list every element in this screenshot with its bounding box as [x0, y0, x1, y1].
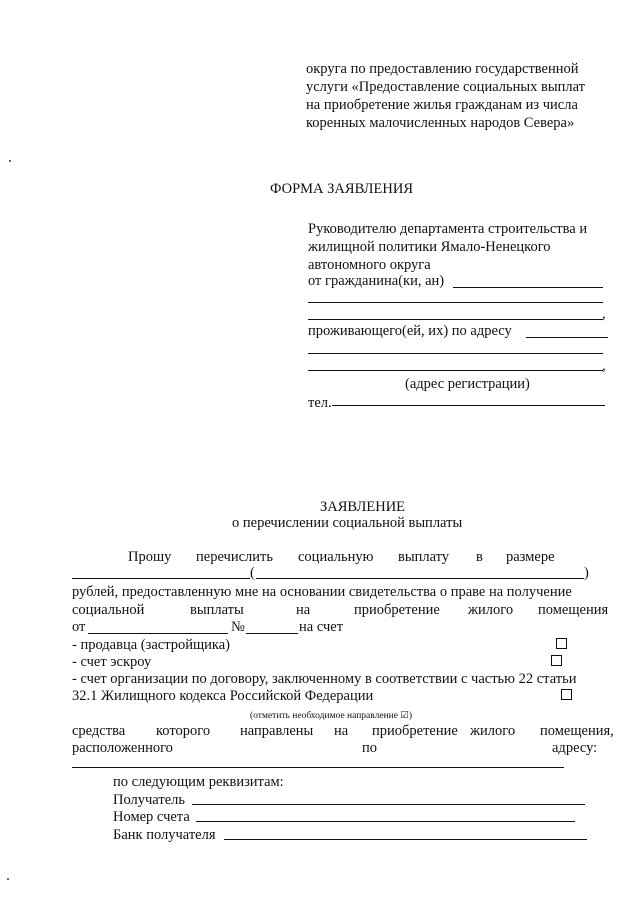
amount-digits-field[interactable]	[72, 578, 250, 579]
citizen-name-field-3[interactable]	[308, 319, 603, 320]
registration-caption: (адрес регистрации)	[405, 376, 530, 392]
certificate-date-field[interactable]	[88, 633, 228, 634]
word: выплаты	[190, 602, 244, 618]
account-number-label: Номер счета	[113, 809, 190, 825]
word: по	[362, 740, 378, 756]
paren-open: (	[250, 565, 255, 581]
addressee-line-1: Руководителю департамента строительства и	[308, 221, 588, 237]
comma: ,	[602, 306, 606, 322]
word: расположенного	[72, 740, 173, 756]
from-citizen-label: от гражданина(ки, ан)	[308, 273, 445, 289]
body-line-2: рублей, предоставленную мне на основании свидетельства о праве на получение	[72, 584, 572, 600]
recipient-label: Получатель	[113, 792, 185, 808]
word: помещения	[538, 602, 609, 618]
requisites-intro: по следующим реквизитам:	[113, 774, 284, 790]
number-sign: №	[231, 619, 245, 635]
word: приобретение	[354, 602, 440, 618]
header-line-4: коренных малочисленных народов Севера»	[306, 115, 575, 131]
phone-field[interactable]	[332, 405, 605, 406]
option-seller-checkbox[interactable]	[556, 638, 567, 649]
word: социальной	[72, 602, 145, 618]
certificate-number-field[interactable]	[246, 633, 298, 634]
bank-label: Банк получателя	[113, 827, 216, 843]
word: адресу:	[552, 740, 598, 756]
word: жилого	[468, 602, 514, 618]
address-field-3[interactable]	[308, 370, 603, 371]
word: средства	[72, 723, 126, 739]
addressee-line-2: жилищной политики Ямало-Ненецкого	[308, 239, 551, 255]
word: помещения,	[540, 723, 614, 739]
addressee-line-3: автономного округа	[308, 257, 431, 273]
residence-label: проживающего(ей, их) по адресу	[308, 323, 512, 339]
option-organization-label: - счет организации по договору, заключенному в соответствии с частью 22 статьи	[72, 671, 577, 687]
word: перечислить	[196, 549, 273, 565]
address-field[interactable]	[526, 337, 608, 338]
citizen-name-field-2[interactable]	[308, 302, 603, 303]
scan-speck	[7, 878, 9, 880]
header-line-1: округа по предоставлению государственной	[306, 61, 579, 77]
to-account-label: на счет	[299, 619, 344, 635]
from-prefix: от	[72, 619, 86, 635]
bank-field[interactable]	[224, 839, 587, 840]
word: социальную	[298, 549, 374, 565]
scan-speck	[9, 160, 11, 162]
option-organization-label-cont: 32.1 Жилищного кодекса Российской Федерации	[72, 688, 374, 704]
paren-close: )	[584, 565, 589, 581]
address-field-2[interactable]	[308, 353, 603, 354]
tel-label: тел.	[308, 395, 332, 411]
word: которого	[156, 723, 211, 739]
option-escrow-checkbox[interactable]	[551, 655, 562, 666]
word: на	[334, 723, 349, 739]
word: выплату	[398, 549, 450, 565]
word: на	[296, 602, 311, 618]
option-escrow-label: - счет эскроу	[72, 654, 152, 670]
header-line-3: на приобретение жилья гражданам из числа	[306, 97, 578, 113]
citizen-name-field[interactable]	[453, 287, 603, 288]
application-subtitle: о перечислении социальной выплаты	[232, 515, 463, 531]
word: размере	[506, 549, 555, 565]
option-organization-checkbox[interactable]	[561, 689, 572, 700]
word: приобретение	[372, 723, 458, 739]
property-address-field[interactable]	[72, 767, 564, 768]
form-title: ФОРМА ЗАЯВЛЕНИЯ	[270, 181, 413, 197]
word: жилого	[470, 723, 516, 739]
comma: ,	[602, 358, 606, 374]
amount-words-field[interactable]	[256, 578, 584, 579]
word: Прошу	[128, 549, 172, 565]
recipient-field[interactable]	[192, 804, 585, 805]
account-number-field[interactable]	[196, 821, 575, 822]
header-line-2: услуги «Предоставление социальных выплат	[306, 79, 585, 95]
word: в	[476, 549, 483, 565]
application-title: ЗАЯВЛЕНИЕ	[320, 499, 406, 515]
option-seller-label: - продавца (застройщика)	[72, 637, 230, 653]
word: направлены	[240, 723, 314, 739]
mark-hint: (отметить необходимое направление ☑)	[250, 711, 413, 721]
